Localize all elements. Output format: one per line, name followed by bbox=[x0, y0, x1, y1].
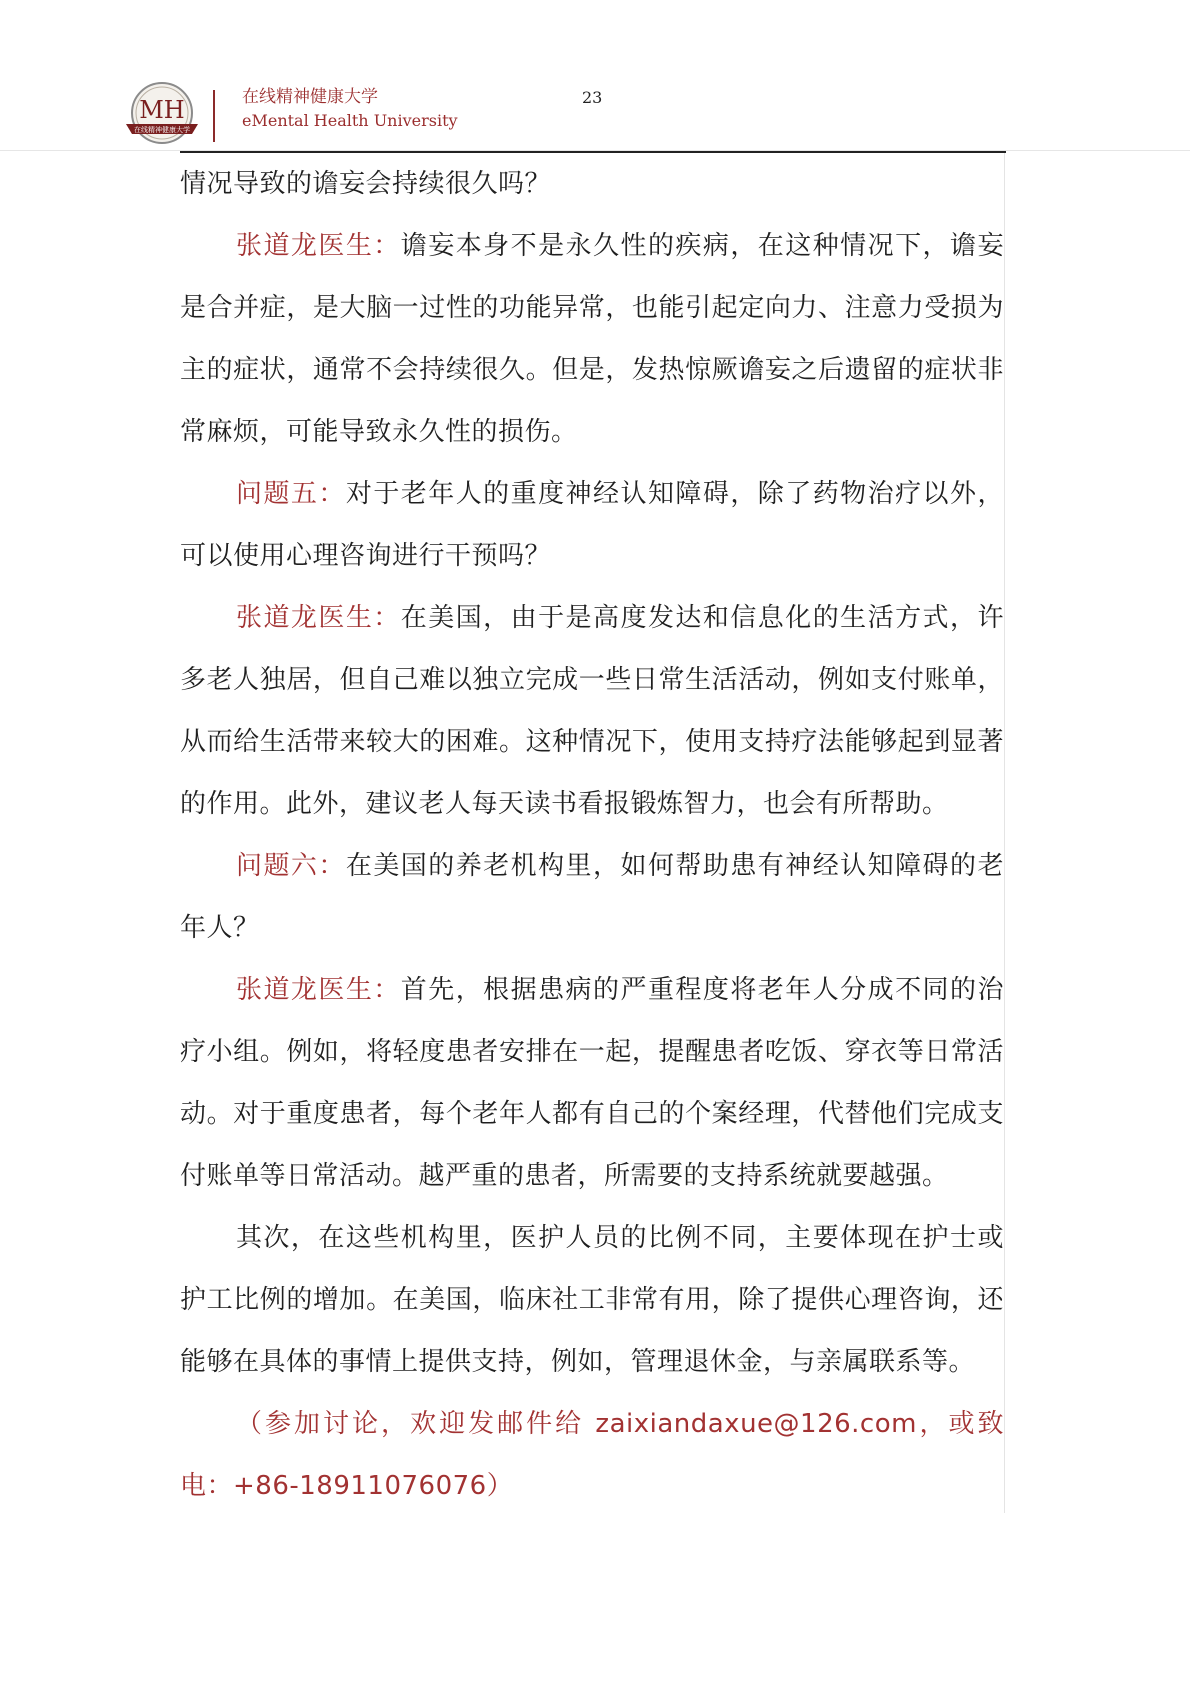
university-logo bbox=[120, 80, 204, 150]
paragraph bbox=[180, 587, 1004, 835]
header-divider bbox=[213, 90, 215, 142]
brand-block bbox=[242, 86, 458, 132]
paragraph bbox=[180, 215, 1004, 463]
brand-name-cn: 在线精神健康大学 bbox=[242, 87, 378, 107]
speaker-label: 张道龙医生： bbox=[236, 231, 401, 261]
paragraph bbox=[180, 835, 1004, 959]
paragraph-text: 谵妄本身不是永久性的疾病，在这种情况下，谵妄是合并症，是大脑一过性的功能异常，也能引起定向力、注意力受损为主的症状，通常不会持续很久。但是，发热惊厥谵妄之后遗留的症状非常麻烦，可能导致永久性的损伤。 bbox=[180, 231, 1004, 447]
brand-name-en: eMental Health University bbox=[242, 111, 458, 130]
document-body bbox=[180, 153, 1004, 1517]
paragraph bbox=[180, 153, 1004, 215]
paragraph-text: 在美国，由于是高度发达和信息化的生活方式，许多老人独居，但自己难以独立完成一些日常生活活动，例如支付账单，从而给生活带来较大的困难。这种情况下，使用支持疗法能够起到显著的作用。此外，建议老人每天读书看报锻炼智力，也会有所帮助。 bbox=[180, 603, 1004, 819]
logo-monogram: MH bbox=[139, 96, 185, 124]
question-label: 问题五： bbox=[236, 479, 346, 509]
logo-ribbon-text: 在线精神健康大学 bbox=[134, 126, 190, 134]
paragraph-text: 在美国的养老机构里，如何帮助患有神经认知障碍的老年人？ bbox=[180, 851, 1004, 943]
speaker-label: 张道龙医生： bbox=[236, 603, 401, 633]
contact-note: （参加讨论，欢迎发邮件给 zaixiandaxue@126.com，或致电：+86-18911076076） bbox=[180, 1409, 1004, 1501]
paragraph bbox=[180, 463, 1004, 587]
page-header bbox=[0, 0, 1190, 160]
margin-line bbox=[1004, 153, 1005, 1513]
paragraph-text: 对于老年人的重度神经认知障碍，除了药物治疗以外，可以使用心理咨询进行干预吗？ bbox=[180, 479, 1004, 571]
paragraph bbox=[180, 1207, 1004, 1393]
speaker-label: 张道龙医生： bbox=[236, 975, 401, 1005]
paragraph bbox=[180, 959, 1004, 1207]
page-number: 23 bbox=[582, 88, 603, 107]
paragraph-text: 情况导致的谵妄会持续很久吗？ bbox=[180, 169, 552, 199]
question-label: 问题六： bbox=[236, 851, 346, 881]
paragraph-text: 其次，在这些机构里，医护人员的比例不同，主要体现在护士或护工比例的增加。在美国，临床社工非常有用，除了提供心理咨询，还能够在具体的事情上提供支持，例如，管理退休金，与亲属联系等。 bbox=[180, 1223, 1004, 1377]
paragraph-text: 首先，根据患病的严重程度将老年人分成不同的治疗小组。例如，将轻度患者安排在一起，提醒患者吃饭、穿衣等日常活动。对于重度患者，每个老年人都有自己的个案经理，代替他们完成支付账单等日常活动。越严重的患者，所需要的支持系统就要越强。 bbox=[180, 975, 1004, 1191]
